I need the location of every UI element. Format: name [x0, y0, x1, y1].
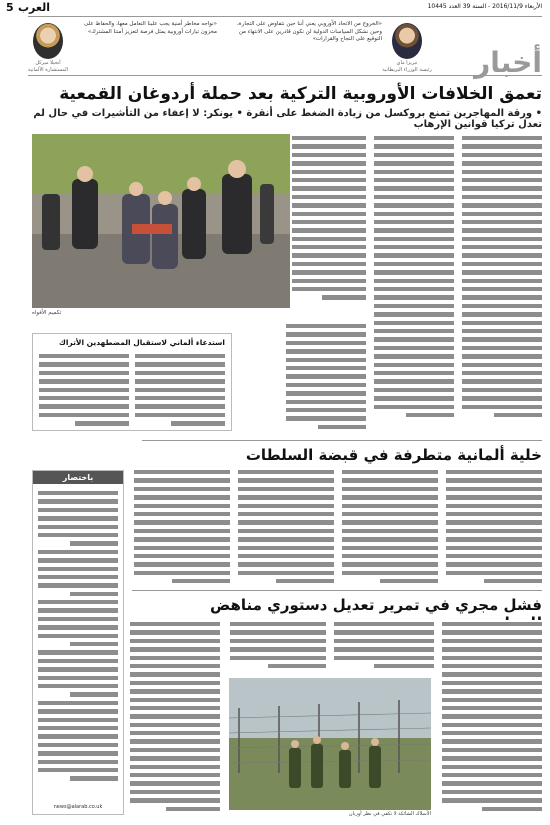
border-fence-photo-art [229, 678, 431, 810]
section-title: أخبار [474, 46, 542, 79]
masthead-strip [0, 0, 550, 14]
briefs-column [32, 470, 124, 815]
second-text-col-3 [238, 468, 334, 588]
quote-may-role: رئيسة الوزراء البريطانية [382, 67, 432, 73]
quote-may: «الخروج من الاتحاد الأوروبي يعني أننا حين نتفاوض على التجارة، وحين نشكل السياسات الدولية لن نكون قادرين على الانتهاء من التوقيع على النجاح والقرارات» [237, 21, 382, 42]
main-headline: تعمق الخلافات الأوروبية التركية بعد حملة أردوغان القمعية [59, 84, 542, 104]
portrait-theresa-may [392, 23, 422, 59]
border-fence-photo [229, 678, 431, 810]
protest-photo-art [32, 134, 290, 308]
side-box-title: استدعاء ألماني لاستقبال المضطهدين الأتراك [58, 338, 225, 347]
divider-low [132, 590, 542, 591]
main-subhead: • ورقة المهاجرين تمنع بروكسل من زيادة الضغط على أنقرة • يونكر: لا إعفاء من التأشيرات في حال لم تعدل تركيا قوانين الإرهاب [33, 108, 542, 130]
third-text-col-4 [130, 620, 220, 815]
briefs-title: باختصار [33, 471, 123, 484]
portrait-angela-merkel [33, 23, 63, 59]
main-text-col-4 [286, 322, 366, 434]
side-box-text-right [135, 352, 225, 428]
logo: العرب [18, 1, 51, 14]
fence-photo-caption: الأسلاك الشائكة لا تكفي في نظر أوربان [348, 811, 431, 817]
second-text-col-1 [446, 468, 542, 588]
second-text-col-2 [342, 468, 438, 588]
briefs-email: news@alarab.co.uk [53, 804, 103, 810]
photo-caption: تكميم الأفواه [32, 310, 62, 316]
second-headline: خلية ألمانية متطرفة في قبضة السلطات [245, 446, 542, 464]
third-text-col-3 [230, 620, 326, 675]
third-text-col-2 [334, 620, 434, 675]
briefs-text [38, 489, 118, 799]
side-box-text-left [39, 352, 129, 428]
third-text-col-1 [442, 620, 542, 815]
quote-merkel-role: المستشارة الألمانية [27, 67, 69, 73]
quote-merkel-name: أنجيلا ميركل [35, 60, 61, 66]
main-text-col-2 [374, 134, 454, 434]
quote-may-name: تيريزا ماي [396, 60, 418, 66]
dateline: الأربعاء 2016/11/9 - السنة 39 العدد 10445 [427, 3, 542, 10]
main-text-col-3 [292, 134, 366, 304]
second-text-col-4 [134, 468, 230, 588]
protest-photo [32, 134, 290, 308]
page-number: 5 [6, 1, 14, 14]
divider-mid [142, 440, 542, 441]
main-text-col-1 [462, 134, 542, 434]
quote-band [28, 16, 542, 76]
quote-merkel: «نواجه مخاطر أمنية يجب علينا التعامل معها، والحفاظ على مخزون تيارات أوروبية يمثل فرصة لتعزيز أمننا المشترك» [83, 21, 217, 35]
germany-side-box [32, 333, 232, 431]
third-headline: فشل مجري في تمرير تعديل دستوري مناهض [209, 596, 542, 614]
